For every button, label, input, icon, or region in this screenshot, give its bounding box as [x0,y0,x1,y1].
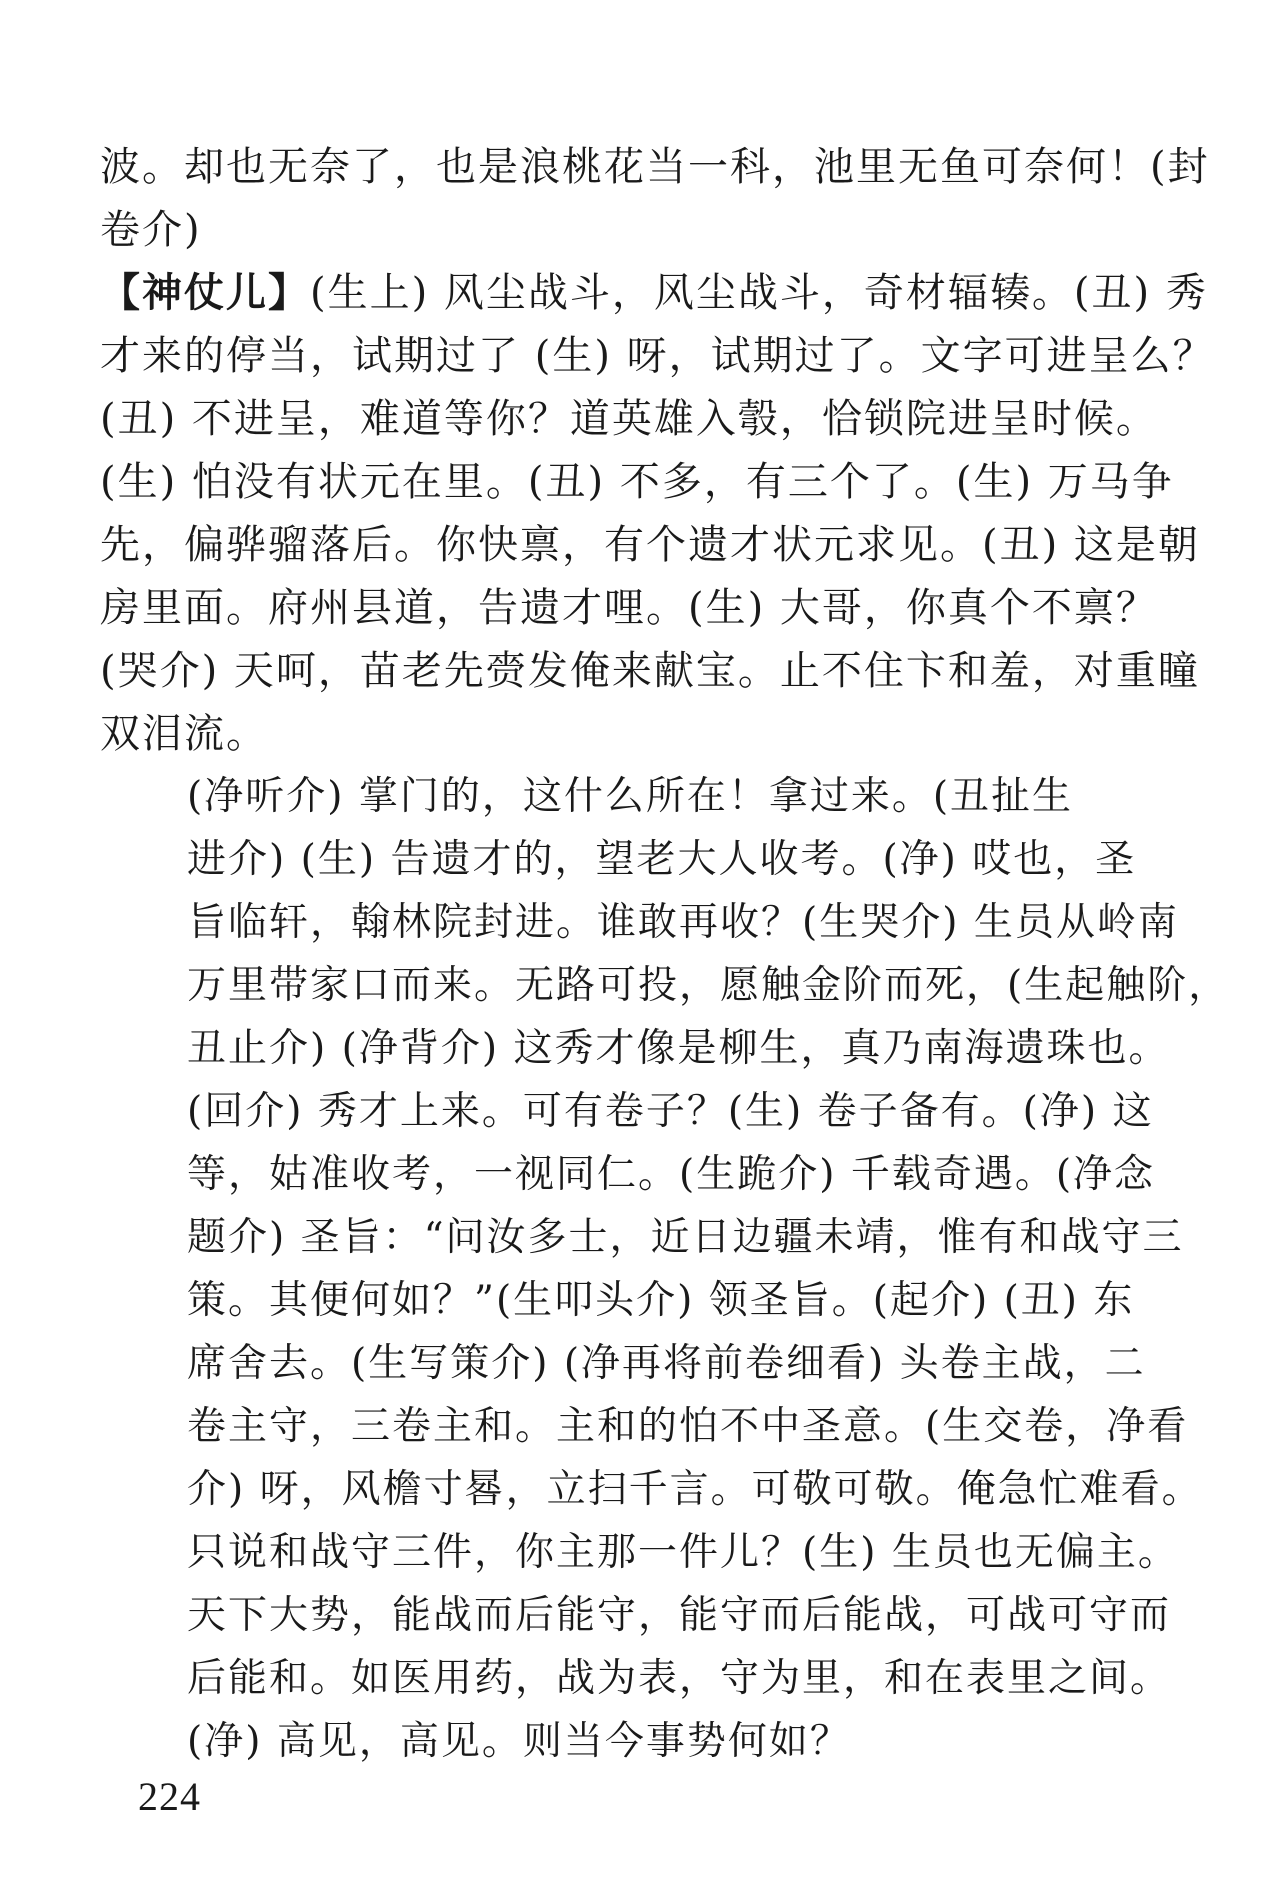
text-line: (回介) 秀才上来。可有卷子？(生) 卷子备有。(净) 这 [187,1089,1154,1134]
stage-direction-dialogue [187,765,1230,1773]
text-line: 万里带家口而来。无路可投，愿触金阶而死，(生起触阶， [187,963,1230,1008]
text-line: 席舍去。(生写策介) (净再将前卷细看) 头卷主战，二 [187,1341,1146,1386]
text-line: 丑止介) (净背介) 这秀才像是柳生，真乃南海遗珠也。 [187,1026,1170,1071]
text-line: 才来的停当，试期过了 (生) 呀，试期过了。文字可进呈么？ [100,333,1215,379]
aria-paragraph [100,262,1215,766]
text-line: 波。却也无奈了，也是浪桃花当一科，池里无鱼可奈何！(封 [100,144,1210,190]
aria-title: 【神仗儿】 [100,270,310,316]
text-line [100,262,1208,325]
text-line: (丑) 不进呈，难道等你？道英雄入彀，恰锁院进呈时候。 [100,396,1158,442]
text-line: 双泪流。 [100,711,268,757]
text-line: 旨临轩，翰林院封进。谁敢再收？(生哭介) 生员从岭南 [187,900,1179,945]
text-line: 卷主守，三卷主和。主和的怕不中圣意。(生交卷，净看 [187,1404,1189,1449]
prose-paragraph-continuation [100,136,1210,262]
text-line: 进介) (生) 告遗才的，望老大人收考。(净) 哎也，圣 [187,837,1137,882]
aria-first-line-text: (生上) 风尘战斗，风尘战斗，奇材辐辏。(丑) 秀 [310,270,1208,316]
text-line: (哭介) 天呵，苗老先赍发俺来献宝。止不住卞和羞，对重瞳 [100,648,1200,694]
text-line: 策。其便何如？”(生叩头介) 领圣旨。(起介) (丑) 东 [187,1278,1135,1323]
text-line: 天下大势，能战而后能守，能守而后能战，可战可守而 [187,1593,1172,1638]
text-line: 等，姑准收考，一视同仁。(生跪介) 千载奇遇。(净念 [187,1152,1156,1197]
text-line: 只说和战守三件，你主那一件儿？(生) 生员也无偏主。 [187,1530,1179,1575]
text-line: 先，偏骅骝落后。你快禀，有个遗才状元求见。(丑) 这是朝 [100,522,1200,568]
page-number: 224 [138,1774,201,1819]
text-line: (净) 高见，高见。则当今事势何如？ [187,1719,851,1764]
text-line: 卷介) [100,207,202,253]
text-line: (生) 怕没有状元在里。(丑) 不多，有三个了。(生) 万马争 [100,459,1174,505]
text-line: 题介) 圣旨：“问汝多士，近日边疆未靖，惟有和战守三 [187,1215,1184,1260]
text-line: (净听介) 掌门的，这什么所在！拿过来。(丑扯生 [187,774,1074,819]
text-line: 介) 呀，风檐寸晷，立扫千言。可敬可敬。俺急忙难看。 [187,1467,1203,1512]
text-line: 后能和。如医用药，战为表，守为里，和在表里之间。 [187,1656,1172,1701]
text-line: 房里面。府州县道，告遗才哩。(生) 大哥，你真个不禀？ [100,585,1158,631]
